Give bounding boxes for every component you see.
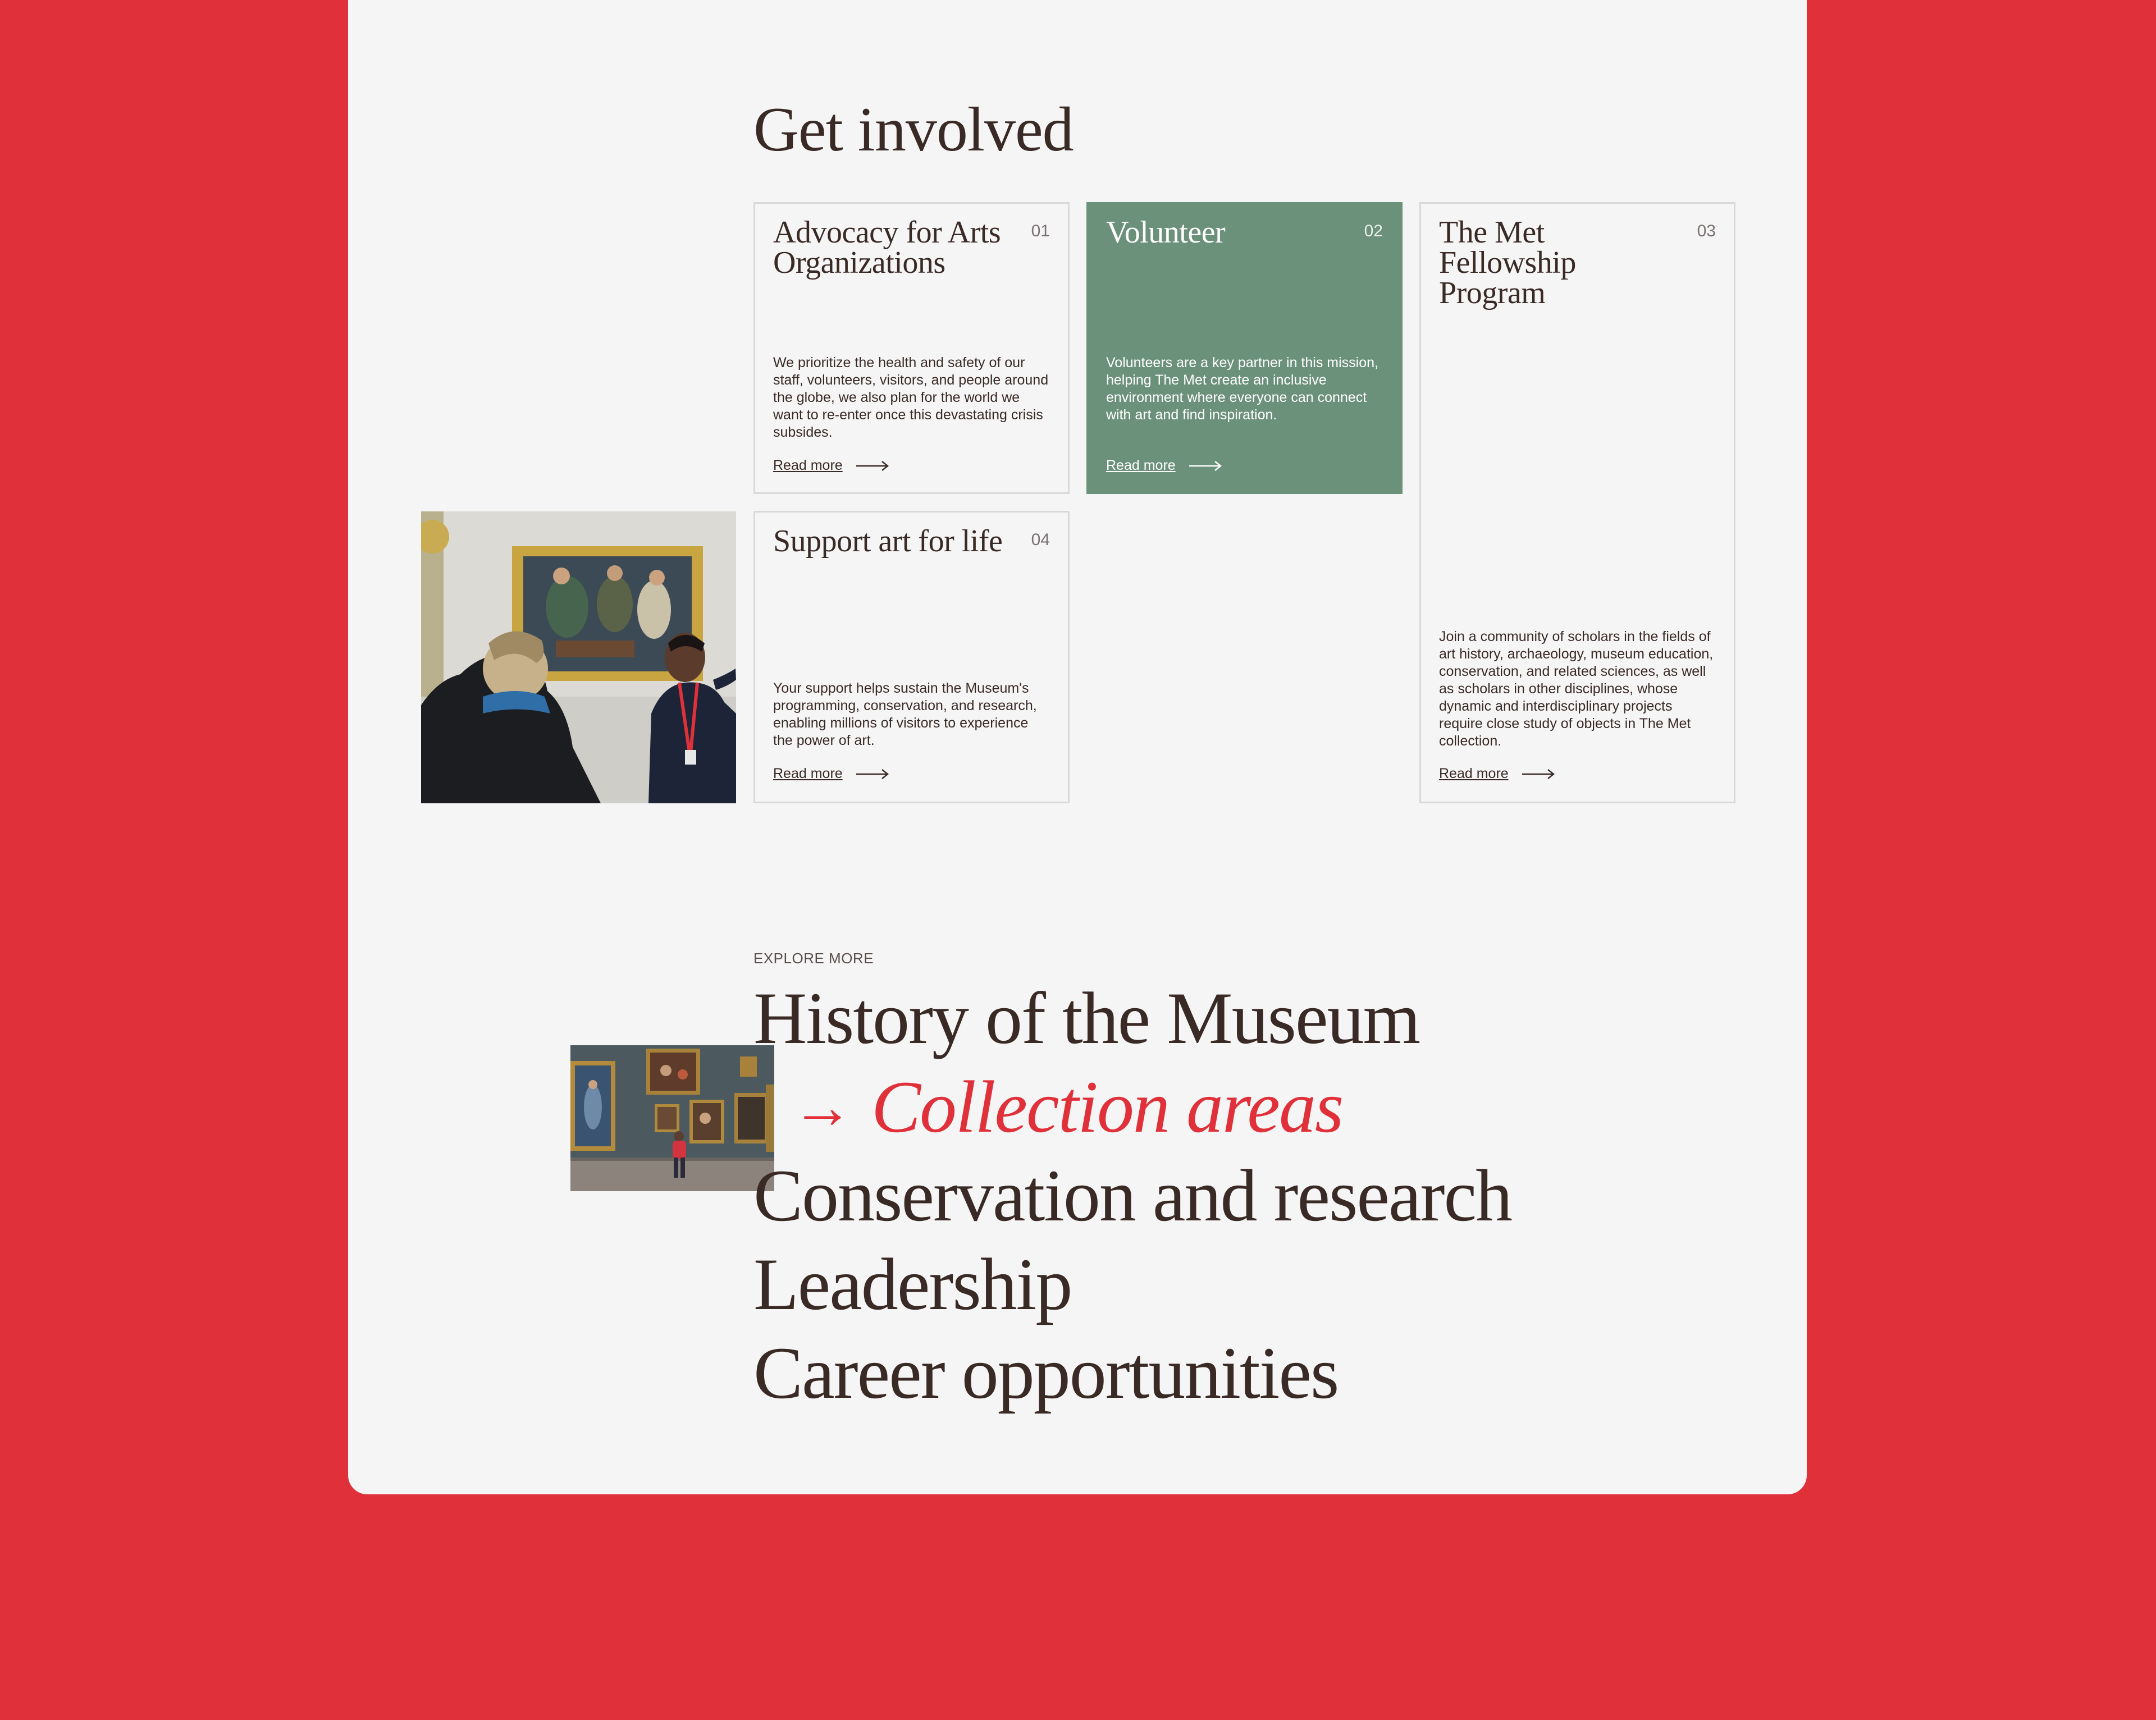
card-number: 03 xyxy=(1697,222,1716,240)
arrow-right-icon xyxy=(1189,460,1222,472)
arrow-right-icon xyxy=(856,460,889,472)
arrow-right-icon: → xyxy=(792,1073,852,1141)
card-number: 04 xyxy=(1031,530,1050,549)
card-volunteer[interactable] xyxy=(1086,202,1403,494)
section-title: Get involved xyxy=(753,95,1074,164)
card-fellowship[interactable] xyxy=(1419,202,1735,803)
card-description: Your support helps sustain the Museum's programming, conservation, and research, enabling millions of visitors to experience the power of art. xyxy=(773,680,1037,748)
explore-link-label: Conservation and research xyxy=(753,1154,1512,1237)
collection-gallery-thumbnail xyxy=(570,1045,774,1191)
read-more-link[interactable] xyxy=(1106,458,1222,474)
card-title: Support art for life xyxy=(773,524,1003,559)
card-description: Join a community of scholars in the fields of art history, archaeology, museum education, conservation, and related sciences, as well as scholars in other disciplines, whose dynamic and interdisciplinary projects require close study of objects in The Met collection. xyxy=(1439,629,1714,749)
card-number: 02 xyxy=(1364,222,1383,240)
card-title: Volunteer xyxy=(1106,215,1226,250)
read-more-label: Read more xyxy=(773,766,843,781)
gallery-tour-photo xyxy=(421,511,736,803)
explore-link-careers[interactable] xyxy=(753,1329,1511,1417)
explore-link-collection-areas[interactable] xyxy=(753,1063,1511,1151)
read-more-label: Read more xyxy=(1439,766,1509,781)
explore-link-label: Career opportunities xyxy=(753,1332,1339,1414)
explore-more-list xyxy=(753,974,1511,1417)
card-support[interactable] xyxy=(753,511,1070,803)
card-description: Volunteers are a key partner in this mission, helping The Met create an inclusive environment where everyone can connect with art and find inspiration. xyxy=(1106,355,1378,423)
explore-link-label: Collection areas xyxy=(871,1065,1343,1148)
read-more-label: Read more xyxy=(773,458,843,473)
read-more-link[interactable] xyxy=(1439,766,1555,782)
explore-link-history[interactable] xyxy=(753,974,1511,1063)
card-advocacy[interactable] xyxy=(753,202,1070,494)
arrow-right-icon xyxy=(856,768,889,780)
explore-more-label: EXPLORE MORE xyxy=(753,950,874,967)
read-more-label: Read more xyxy=(1106,458,1176,473)
explore-link-leadership[interactable] xyxy=(753,1240,1511,1329)
read-more-link[interactable] xyxy=(773,766,889,782)
explore-link-label: Leadership xyxy=(753,1243,1072,1325)
explore-link-label: History of the Museum xyxy=(753,977,1420,1059)
read-more-link[interactable] xyxy=(773,458,889,474)
card-title: Advocacy for Arts Organizations xyxy=(773,215,1001,280)
card-number: 01 xyxy=(1031,222,1050,240)
card-title: The Met Fellowship Program xyxy=(1439,215,1576,310)
explore-link-conservation[interactable] xyxy=(753,1151,1511,1240)
card-description: We prioritize the health and safety of our staff, volunteers, visitors, and people around the globe, we also plan for the world we want to re-enter once this devastating crisis subsides. xyxy=(773,355,1049,440)
arrow-right-icon xyxy=(1522,768,1555,780)
